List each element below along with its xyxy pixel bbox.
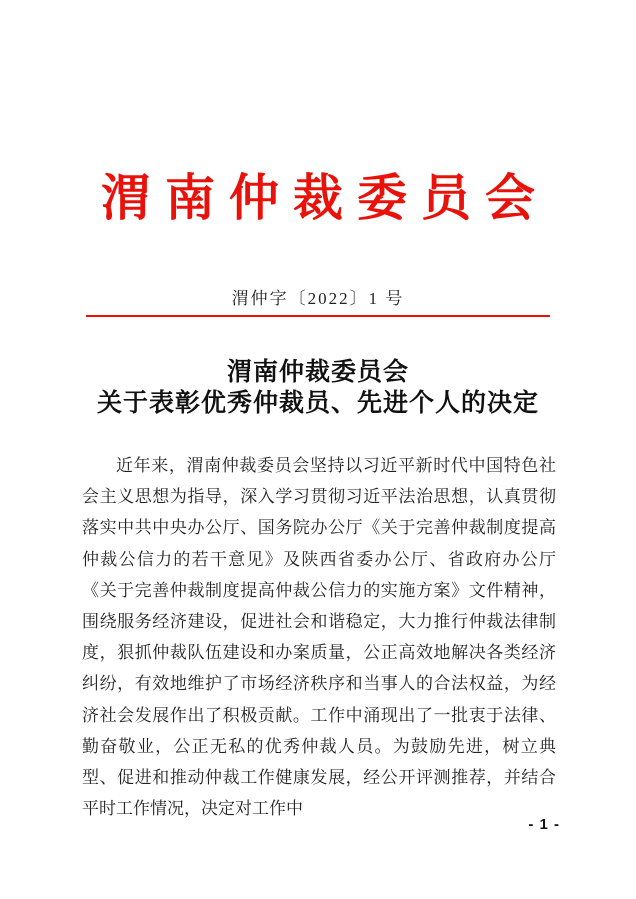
document-title — [0, 357, 636, 419]
letterhead-title: 渭南仲裁委员会 — [101, 170, 549, 226]
reference-number-row — [0, 288, 636, 310]
document-title-line1: 渭南仲裁委员会 — [226, 359, 409, 386]
document-title-line2: 关于表彰优秀仲裁员、先进个人的决定 — [96, 390, 539, 417]
body-paragraph: 近年来，渭南仲裁委员会坚持以习近平新时代中国特色社会主义思想为指导，深入学习贯彻习近平法治思想，认真贯彻落实中共中央办公厅、国务院办公厅《关于完善仲裁制度提高仲裁公信力的若干意见》及陕西省委办公厅、省政府办公厅《关于完善仲裁制度提高仲裁公信力的实施方案》文件精神，围绕服务经济建设，促进社会和谐稳定，大力推行仲裁法律制度，狠抓仲裁队伍建设和办案质量，公正高效地解决各类经济纠纷，有效地维护了市场经济秩序和当事人的合法权益，为经济社会发展作出了积极贡献。工作中涌现出了一批衷于法律、勤奋敬业，公正无私的优秀仲裁人员。为鼓励先进，树立典型、促进和推动仲裁工作健康发展，经公开评测推荐，并结合平时工作情况，决定对工作中 — [82, 456, 556, 819]
letterhead — [0, 168, 636, 228]
red-divider-line — [86, 315, 550, 317]
page-number: - 1 - — [528, 816, 560, 833]
document-body — [82, 450, 556, 824]
reference-number: 渭仲字〔2022〕1 号 — [231, 289, 405, 308]
